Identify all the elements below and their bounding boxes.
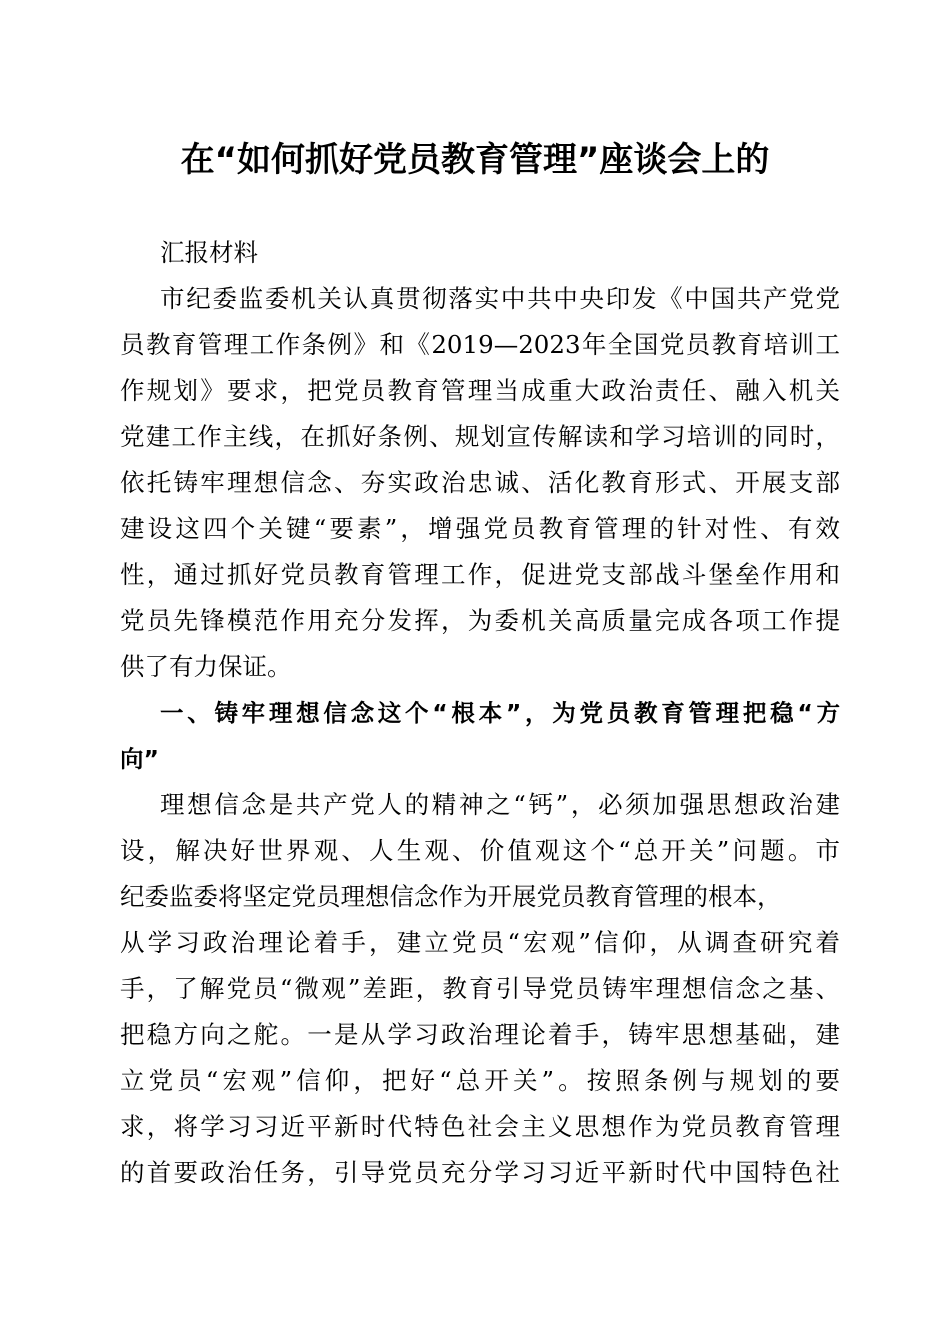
paragraph-line: 市纪委监委机关认真贯彻落实中共中央印发《中国共产党党 [160,284,840,313]
heading-line: 向” [120,745,159,773]
document-title: 在“如何抓好党员教育管理”座谈会上的 [180,140,770,180]
paragraph-line: 从学习政治理论着手，建立党员“宏观”信仰，从调查研究着 [120,928,840,957]
paragraph-line: 把稳方向之舵。一是从学习政治理论着手，铸牢思想基础，建 [120,1020,840,1049]
paragraph-line: 性，通过抓好党员教育管理工作，促进党支部战斗堡垒作用和 [120,560,840,589]
paragraph-line: 立党员“宏观”信仰，把好“总开关”。按照条例与规划的要 [120,1066,840,1095]
document-body [120,230,840,1196]
paragraph-line: 手，了解党员“微观”差距，教育引导党员铸牢理想信念之基、 [120,974,840,1003]
paragraph-line: 理想信念是共产党人的精神之“钙”，必须加强思想政治建 [160,790,840,819]
paragraph-line: 纪委监委将坚定党员理想信念作为开展党员教育管理的根本， [120,882,782,911]
paragraph-line: 的首要政治任务，引导党员充分学习习近平新时代中国特色社 [120,1158,840,1187]
paragraph-line: 党建工作主线，在抓好条例、规划宣传解读和学习培训的同时， [120,422,840,451]
paragraph-2 [120,782,840,1196]
document-subtitle: 汇报材料 [160,238,258,267]
paragraph-line: 作规划》要求，把党员教育管理当成重大政治责任、融入机关 [120,376,840,405]
paragraph-1 [120,276,840,690]
section-heading-1 [120,690,840,782]
paragraph-line: 党员先锋模范作用充分发挥，为委机关高质量完成各项工作提 [120,606,840,635]
heading-line: 一、铸牢理想信念这个“根本”，为党员教育管理把稳“方 [160,699,840,727]
paragraph-line: 依托铸牢理想信念、夯实政治忠诚、活化教育形式、开展支部 [120,468,840,497]
paragraph-line: 设，解决好世界观、人生观、价值观这个“总开关”问题。市 [120,836,840,865]
paragraph-line: 求，将学习习近平新时代特色社会主义思想作为党员教育管理 [120,1112,840,1141]
paragraph-line: 员教育管理工作条例》和《2019—2023年全国党员教育培训工 [120,330,840,359]
paragraph-line: 供了有力保证。 [120,652,292,681]
paragraph-line: 建设这四个关键“要素”，增强党员教育管理的针对性、有效 [120,514,840,543]
